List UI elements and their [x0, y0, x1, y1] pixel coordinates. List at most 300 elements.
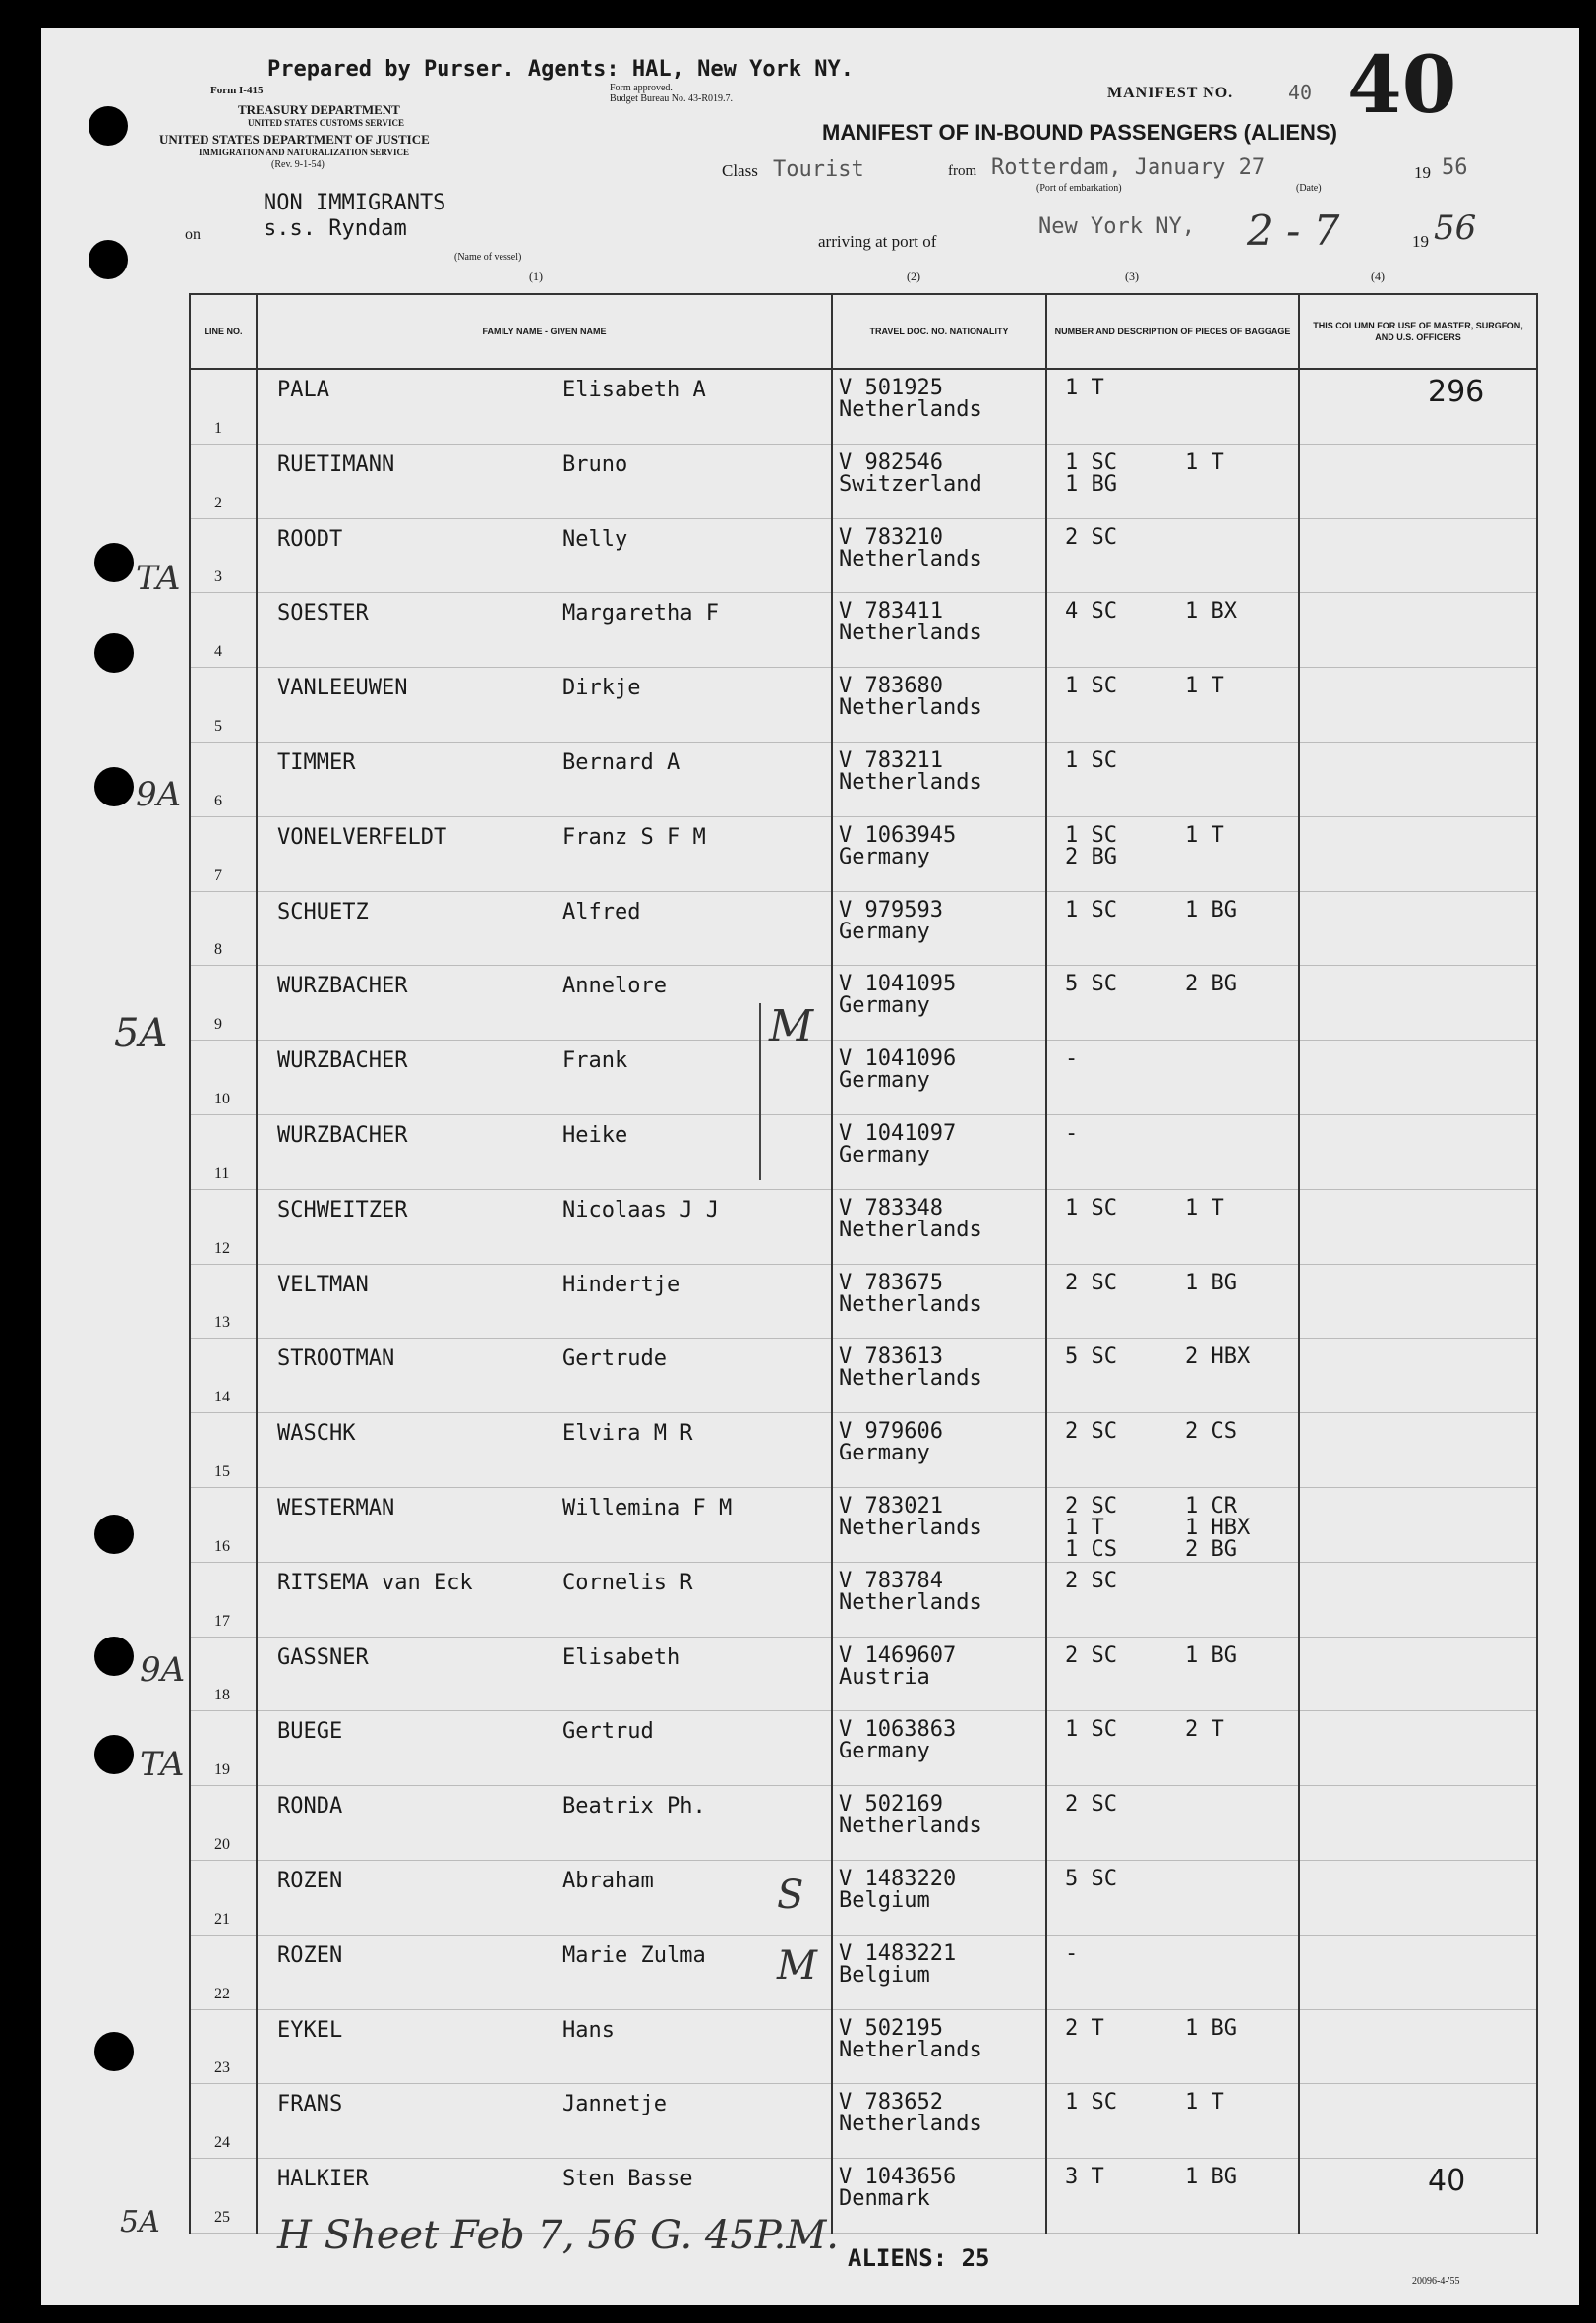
baggage-item: -: [1065, 1046, 1079, 1072]
on-label: on: [185, 226, 201, 243]
cell-name: [257, 2009, 832, 2084]
baggage-item: 1 CS: [1065, 1536, 1117, 1562]
line-number: 11: [214, 1164, 230, 1182]
cell-name: [257, 1637, 832, 1711]
given-name: Elvira M R: [562, 1421, 693, 1447]
cell-baggage: [1046, 444, 1299, 518]
cell-name: [257, 1935, 832, 2009]
cell-baggage: [1046, 1562, 1299, 1637]
line-number: 12: [214, 1239, 230, 1257]
baggage-item: 1 SC: [1065, 822, 1117, 848]
given-name: Gertrude: [562, 1346, 667, 1372]
table-header-row: [190, 294, 1537, 369]
family-name: WESTERMAN: [277, 1495, 395, 1520]
line-number: 19: [214, 1761, 230, 1779]
revision: (Rev. 9-1-54): [271, 159, 325, 170]
cell-baggage: [1046, 1935, 1299, 2009]
cell-line: [190, 891, 257, 966]
travel-doc-number: V 1469607: [839, 1642, 957, 1668]
cell-doc: [832, 1189, 1046, 1264]
line-number: 5: [214, 717, 222, 735]
line-number: 24: [214, 2134, 230, 2152]
baggage-item: 1 SC: [1065, 674, 1117, 699]
family-name: RITSEMA van Eck: [277, 1570, 473, 1595]
baggage-item: 1 SC: [1065, 449, 1117, 475]
travel-doc-number: V 979593: [839, 897, 943, 923]
cell-line: [190, 593, 257, 668]
nationality: Germany: [839, 1739, 930, 1764]
travel-doc-number: V 1063863: [839, 1717, 957, 1743]
family-name: BUEGE: [277, 1719, 343, 1745]
baggage-item: 1 T: [1185, 822, 1224, 848]
cell-officers: [1299, 1114, 1537, 1189]
column-header-doc: TRAVEL DOC. NO. NATIONALITY: [832, 294, 1046, 369]
family-name: STROOTMAN: [277, 1346, 395, 1372]
line-number: 8: [214, 941, 222, 959]
baggage-item: 2 SC: [1065, 1642, 1117, 1668]
column-header-baggage: NUMBER AND DESCRIPTION OF PIECES OF BAGGAGE: [1046, 294, 1299, 369]
immigration-service: IMMIGRATION AND NATURALIZATION SERVICE: [199, 148, 409, 157]
punch-hole-icon: [94, 633, 134, 673]
line-number: 18: [214, 1687, 230, 1704]
line-number: 17: [214, 1612, 230, 1630]
manifest-no-label: MANIFEST NO.: [1107, 85, 1234, 101]
line-number: 23: [214, 2059, 230, 2077]
nationality: Germany: [839, 1142, 930, 1167]
given-name: Cornelis R: [562, 1570, 693, 1595]
nationality: Netherlands: [839, 1366, 982, 1392]
table-row: [190, 1786, 1537, 1861]
baggage-item: 1 BG: [1185, 2015, 1237, 2041]
baggage-item: 1 CR: [1185, 1493, 1237, 1519]
cell-doc: [832, 2009, 1046, 2084]
nationality: Netherlands: [839, 1291, 982, 1317]
cell-officers: [1299, 1562, 1537, 1637]
baggage-item: 2 SC: [1065, 1419, 1117, 1445]
manifest-no-stamp: 40: [1347, 38, 1457, 131]
travel-doc-number: V 783411: [839, 599, 943, 625]
cell-baggage: [1046, 1487, 1299, 1562]
cell-name: [257, 742, 832, 816]
baggage-item: 1 SC: [1065, 1195, 1117, 1221]
cell-doc: [832, 1562, 1046, 1637]
baggage-item: 1 T: [1185, 2090, 1224, 2115]
nationality: Netherlands: [839, 695, 982, 721]
cell-officers: [1299, 1041, 1537, 1115]
cell-line: [190, 1487, 257, 1562]
table-row: [190, 1711, 1537, 1786]
form-number: Form I-415: [210, 85, 264, 96]
cell-line: [190, 1935, 257, 2009]
cell-name: [257, 2084, 832, 2159]
baggage-item: 2 SC: [1065, 1270, 1117, 1295]
cell-baggage: [1046, 1041, 1299, 1115]
table-row: [190, 1860, 1537, 1935]
nationality: Denmark: [839, 2186, 930, 2212]
table-row: [190, 1189, 1537, 1264]
baggage-item: 1 SC: [1065, 2090, 1117, 2115]
table-row: [190, 2084, 1537, 2159]
table-row: [190, 444, 1537, 518]
baggage-item: 2 SC: [1065, 1493, 1117, 1519]
given-name: Jannetje: [562, 2092, 667, 2117]
cell-line: [190, 1264, 257, 1339]
line-number: 20: [214, 1835, 230, 1853]
baggage-item: 2 HBX: [1185, 1344, 1251, 1370]
cell-officers: [1299, 1935, 1537, 2009]
cell-name: [257, 1711, 832, 1786]
arriving-label: arriving at port of: [818, 232, 937, 251]
table-row: [190, 1637, 1537, 1711]
baggage-item: 1 BG: [1185, 1270, 1237, 1295]
form-approved: Form approved.: [610, 83, 673, 93]
line-number: 15: [214, 1462, 230, 1480]
table-row: [190, 668, 1537, 743]
cell-officers: [1299, 1860, 1537, 1935]
given-name: Annelore: [562, 974, 667, 999]
line-number: 21: [214, 1910, 230, 1928]
given-name: Hans: [562, 2017, 615, 2043]
baggage-item: 1 BG: [1185, 1642, 1237, 1668]
given-name: Elisabeth A: [562, 378, 706, 402]
family-name: RONDA: [277, 1794, 343, 1819]
cell-doc: [832, 668, 1046, 743]
cell-doc: [832, 1339, 1046, 1413]
family-name: SCHWEITZER: [277, 1197, 408, 1222]
cell-name: [257, 1786, 832, 1861]
from-label: from: [948, 163, 977, 179]
cell-name: [257, 1860, 832, 1935]
department-of-justice: UNITED STATES DEPARTMENT OF JUSTICE: [159, 132, 430, 147]
class-value: Tourist: [773, 157, 864, 182]
cell-doc: [832, 369, 1046, 444]
cell-officers: [1299, 1711, 1537, 1786]
given-name: Bernard A: [562, 749, 680, 775]
travel-doc-number: V 1041096: [839, 1046, 957, 1072]
baggage-item: 1 SC: [1065, 747, 1117, 773]
cell-baggage: [1046, 1786, 1299, 1861]
punch-hole-icon: [94, 543, 134, 582]
given-name: Abraham: [562, 1868, 654, 1893]
family-name: SOESTER: [277, 601, 369, 626]
arrival-year-handwritten: 56: [1434, 208, 1477, 248]
baggage-item: 5 SC: [1065, 1866, 1117, 1891]
cell-doc: [832, 816, 1046, 891]
cell-officers: [1299, 2009, 1537, 2084]
prepared-by: Prepared by Purser. Agents: HAL, New York NY.: [267, 57, 855, 82]
cell-officers: [1299, 966, 1537, 1041]
cell-name: [257, 1487, 832, 1562]
cell-baggage: [1046, 1264, 1299, 1339]
cell-line: [190, 444, 257, 518]
family-name: WURZBACHER: [277, 1122, 408, 1148]
line-number: 1: [214, 419, 222, 437]
family-bracket-mark: M: [777, 1943, 817, 1989]
travel-doc-number: V 783613: [839, 1344, 943, 1370]
family-bracket-mark: M: [769, 1001, 814, 1051]
manifest-no-typed: 40: [1288, 81, 1313, 104]
table-row: [190, 891, 1537, 966]
given-name: Alfred: [562, 899, 641, 924]
cell-baggage: [1046, 816, 1299, 891]
aliens-total: ALIENS: 25: [848, 2244, 990, 2272]
family-name: FRANS: [277, 2092, 343, 2117]
baggage-item: 2 CS: [1185, 1419, 1237, 1445]
family-bracket: [759, 1003, 761, 1180]
baggage-item: 2 T: [1065, 2015, 1104, 2041]
baggage-item: 4 SC: [1065, 599, 1117, 625]
cell-name: [257, 444, 832, 518]
cell-doc: [832, 2084, 1046, 2159]
baggage-item: 1 BG: [1185, 2165, 1237, 2190]
table-row: [190, 2009, 1537, 2084]
vessel-label: (Name of vessel): [454, 252, 522, 263]
cell-officers: [1299, 369, 1537, 444]
table-row: [190, 1413, 1537, 1488]
cell-doc: [832, 891, 1046, 966]
travel-doc-number: V 783652: [839, 2090, 943, 2115]
family-name: WASCHK: [277, 1421, 356, 1447]
cell-name: [257, 1413, 832, 1488]
form-code: 20096-4-'55: [1412, 2276, 1460, 2287]
cell-baggage: [1046, 2159, 1299, 2234]
baggage-item: 3 T: [1065, 2165, 1104, 2190]
nationality: Germany: [839, 1441, 930, 1466]
cell-baggage: [1046, 1860, 1299, 1935]
punch-hole-icon: [89, 240, 128, 279]
cell-baggage: [1046, 593, 1299, 668]
line-number: 13: [214, 1314, 230, 1332]
travel-doc-number: V 502169: [839, 1792, 943, 1817]
baggage-item: 1 BG: [1185, 897, 1237, 923]
cell-line: [190, 1562, 257, 1637]
line-number: 22: [214, 1985, 230, 2002]
family-name: GASSNER: [277, 1644, 369, 1670]
column-number-2: (2): [907, 269, 920, 283]
given-name: Marie Zulma: [562, 1942, 706, 1968]
family-name: VONELVERFELDT: [277, 824, 447, 850]
punch-hole-icon: [89, 106, 128, 146]
cell-name: [257, 1189, 832, 1264]
punch-hole-icon: [94, 767, 134, 806]
nationality: Netherlands: [839, 1814, 982, 1839]
cell-doc: [832, 518, 1046, 593]
cell-baggage: [1046, 1114, 1299, 1189]
cell-officers: [1299, 1339, 1537, 1413]
cell-name: [257, 816, 832, 891]
cell-officers: [1299, 1786, 1537, 1861]
column-number-3: (3): [1125, 269, 1139, 283]
travel-doc-number: V 501925: [839, 376, 943, 400]
cell-officers: [1299, 668, 1537, 743]
baggage-item: 2 SC: [1065, 1568, 1117, 1593]
cell-name: [257, 1339, 832, 1413]
officer-note: 296: [1428, 375, 1485, 409]
cell-baggage: [1046, 1413, 1299, 1488]
table-row: [190, 816, 1537, 891]
baggage-item: 5 SC: [1065, 1344, 1117, 1370]
given-name: Nicolaas J J: [562, 1197, 719, 1222]
line-number: 16: [214, 1537, 230, 1555]
table-row: [190, 1339, 1537, 1413]
footer-handwritten-note: H Sheet Feb 7, 56 G. 45P.M.: [277, 2213, 839, 2258]
cell-name: [257, 518, 832, 593]
baggage-item: 1 T: [1185, 674, 1224, 699]
arrival-date-handwritten: 2 - 7: [1247, 207, 1340, 255]
cell-officers: [1299, 1189, 1537, 1264]
given-name: Franz S F M: [562, 824, 706, 850]
nationality: Germany: [839, 993, 930, 1019]
cell-baggage: [1046, 1189, 1299, 1264]
nationality: Germany: [839, 1068, 930, 1094]
baggage-item: 1 T: [1185, 449, 1224, 475]
table-row: [190, 369, 1537, 444]
given-name: Willemina F M: [562, 1495, 733, 1520]
baggage-item: 1 SC: [1065, 897, 1117, 923]
family-name: TIMMER: [277, 749, 356, 775]
travel-doc-number: V 1483220: [839, 1866, 957, 1891]
treasury-department: TREASURY DEPARTMENT: [238, 102, 400, 117]
punch-hole-icon: [94, 1515, 134, 1554]
baggage-item: 1 T: [1065, 1515, 1104, 1540]
cell-line: [190, 1413, 257, 1488]
cell-line: [190, 816, 257, 891]
table-row: [190, 1935, 1537, 2009]
cell-officers: [1299, 1487, 1537, 1562]
family-name: EYKEL: [277, 2017, 343, 2043]
line-number: 14: [214, 1389, 230, 1406]
officer-note: 40: [1428, 2164, 1466, 2199]
cell-officers: [1299, 816, 1537, 891]
cell-line: [190, 668, 257, 743]
class-label: Class: [722, 161, 758, 180]
cell-baggage: [1046, 2084, 1299, 2159]
cell-line: [190, 2009, 257, 2084]
from-value: Rotterdam, January 27: [991, 155, 1266, 180]
line-number: 6: [214, 792, 222, 809]
family-name: RUETIMANN: [277, 451, 395, 477]
cell-name: [257, 1041, 832, 1115]
nationality: Germany: [839, 919, 930, 944]
travel-doc-number: V 1483221: [839, 1940, 957, 1966]
travel-doc-number: V 783348: [839, 1195, 943, 1221]
column-number-1: (1): [529, 269, 543, 283]
line-number: 25: [214, 2208, 230, 2226]
arriving-port: New York NY,: [1038, 214, 1195, 239]
cell-officers: [1299, 891, 1537, 966]
travel-doc-number: V 783675: [839, 1270, 943, 1295]
line-number: 4: [214, 643, 222, 661]
travel-doc-number: V 1041095: [839, 972, 957, 997]
cell-baggage: [1046, 668, 1299, 743]
column-header-name: FAMILY NAME - GIVEN NAME: [257, 294, 832, 369]
cell-baggage: [1046, 742, 1299, 816]
cell-name: [257, 593, 832, 668]
punch-hole-icon: [94, 1735, 134, 1774]
table-row: [190, 966, 1537, 1041]
travel-doc-number: V 783211: [839, 747, 943, 773]
baggage-item: 2 SC: [1065, 524, 1117, 550]
cell-doc: [832, 444, 1046, 518]
travel-doc-number: V 979606: [839, 1419, 943, 1445]
year-value: 56: [1442, 155, 1468, 180]
travel-doc-number: V 1041097: [839, 1120, 957, 1146]
given-name: Gertrud: [562, 1719, 654, 1745]
baggage-item: 1 HBX: [1185, 1515, 1251, 1540]
baggage-item: 1 T: [1185, 1195, 1224, 1221]
cell-officers: [1299, 593, 1537, 668]
cell-line: [190, 1189, 257, 1264]
table-row: [190, 1487, 1537, 1562]
cell-doc: [832, 1041, 1046, 1115]
margin-note: 5A: [120, 2205, 160, 2239]
cell-name: [257, 891, 832, 966]
cell-doc: [832, 1935, 1046, 2009]
nationality: Netherlands: [839, 769, 982, 795]
baggage-item: 1 BG: [1065, 471, 1117, 497]
cell-name: [257, 1264, 832, 1339]
cell-line: [190, 966, 257, 1041]
line-number: 3: [214, 568, 222, 586]
family-bracket-mark: S: [777, 1873, 804, 1918]
date-label: (Date): [1296, 183, 1322, 194]
nationality: Austria: [839, 1664, 930, 1690]
table-row: [190, 1041, 1537, 1115]
nationality: Netherlands: [839, 1515, 982, 1540]
cell-name: [257, 966, 832, 1041]
baggage-item: -: [1065, 1940, 1079, 1966]
budget-bureau: Budget Bureau No. 43-R019.7.: [610, 93, 733, 104]
given-name: Nelly: [562, 526, 628, 552]
travel-doc-number: V 783021: [839, 1493, 943, 1519]
cell-officers: [1299, 1264, 1537, 1339]
cell-doc: [832, 1860, 1046, 1935]
baggage-item: 2 T: [1185, 1717, 1224, 1743]
family-name: WURZBACHER: [277, 1048, 408, 1074]
travel-doc-number: V 982546: [839, 449, 943, 475]
cell-line: [190, 369, 257, 444]
nationality: Switzerland: [839, 471, 982, 497]
table-row: [190, 1264, 1537, 1339]
baggage-item: 1 BX: [1185, 599, 1237, 625]
manifest-page: [41, 28, 1579, 2305]
cell-name: [257, 668, 832, 743]
cell-officers: [1299, 518, 1537, 593]
given-name: Sten Basse: [562, 2167, 693, 2192]
table-row: [190, 593, 1537, 668]
given-name: Margaretha F: [562, 601, 719, 626]
cell-line: [190, 742, 257, 816]
given-name: Elisabeth: [562, 1644, 680, 1670]
cell-baggage: [1046, 966, 1299, 1041]
nationality: Netherlands: [839, 1589, 982, 1615]
margin-note: TA: [140, 1745, 185, 1784]
family-name: ROODT: [277, 526, 343, 552]
baggage-item: -: [1065, 1120, 1079, 1146]
cell-officers: [1299, 1413, 1537, 1488]
margin-note: 5A: [114, 1011, 168, 1056]
table-row: [190, 518, 1537, 593]
cell-doc: [832, 2159, 1046, 2234]
cell-line: [190, 1637, 257, 1711]
nationality: Netherlands: [839, 546, 982, 571]
family-name: ROZEN: [277, 1942, 343, 1968]
cell-baggage: [1046, 369, 1299, 444]
cell-officers: [1299, 444, 1537, 518]
nationality: Netherlands: [839, 621, 982, 646]
cell-line: [190, 1041, 257, 1115]
arrival-year-prefix: 19: [1412, 232, 1429, 251]
